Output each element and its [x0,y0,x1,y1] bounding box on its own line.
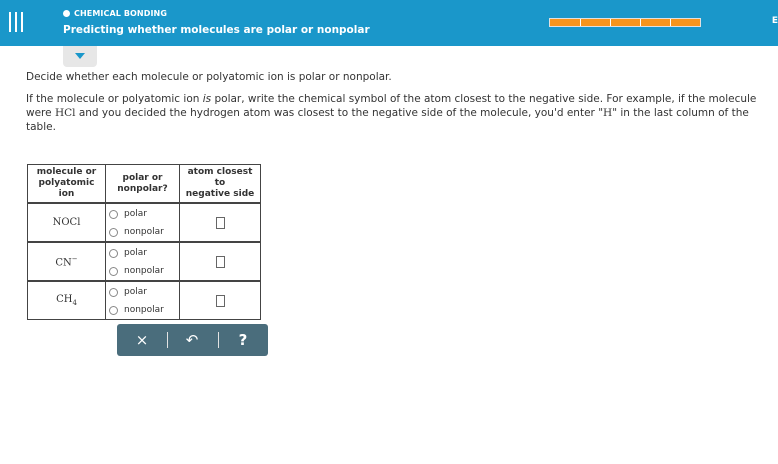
instruction-text: " in the last column of the table. [26,107,749,133]
instruction-line-1: Decide whether each molecule or polyatomic ion is polar or nonpolar. [26,71,392,83]
radio-option-polar[interactable] [109,205,179,223]
table-row [28,242,261,281]
page-title: Predicting whether molecules are polar or nonpolar [63,24,370,36]
option-label: nonpolar [124,266,164,276]
molecule-formula: CH [56,294,73,305]
atom-cell [180,203,261,242]
instruction-text: If the molecule or polyatomic ion [26,93,203,105]
count-subscript: 4 [72,299,77,307]
progress-segment-divider [580,19,581,26]
polarity-cell [106,242,180,281]
radio-option-polar[interactable] [109,283,179,301]
progress-fill [550,19,700,26]
molecule-cell [28,281,106,320]
radio-button[interactable] [109,306,118,315]
header-text: nonpolar? [117,183,168,194]
help-button[interactable] [218,324,268,356]
polarity-cell [106,281,180,320]
header-text: atom closest to [187,167,253,188]
top-header [0,0,778,46]
radio-button[interactable] [109,267,118,276]
menu-icon[interactable] [9,12,25,32]
molecule-formula: CN [55,257,72,269]
atom-input[interactable] [216,295,225,307]
molecule-formula: NOCl [52,217,81,228]
clear-button[interactable] [117,324,167,356]
undo-button[interactable] [167,324,217,356]
option-label: polar [124,209,147,219]
progress-segment-divider [610,19,611,26]
radio-button[interactable] [109,288,118,297]
option-label: polar [124,287,147,297]
instruction-symbol: H [603,107,613,119]
instruction-line-2 [26,92,766,134]
atom-input[interactable] [216,217,225,229]
header-text: molecule or [36,167,97,177]
atom-input[interactable] [216,256,225,268]
topic-text: CHEMICAL BONDING [74,9,167,18]
option-label: polar [124,248,147,258]
chevron-down-icon [75,53,85,59]
column-header-atom [180,165,261,204]
topic-label [63,9,167,18]
table-row [28,203,261,242]
molecule-cell [28,203,106,242]
table-header-row [28,165,261,204]
collapse-toggle[interactable] [63,46,97,67]
radio-option-nonpolar[interactable] [109,223,179,241]
radio-button[interactable] [109,210,118,219]
instruction-text: polar, write the chemical symbol of the atom closest to the negative side. For example, if the molecule were [26,93,757,119]
charge-superscript: − [71,254,78,263]
undo-icon: ↶ [185,331,199,349]
option-label: nonpolar [124,227,164,237]
help-icon: ? [238,331,248,349]
progress-segment-divider [670,19,671,26]
radio-button[interactable] [109,228,118,237]
corner-letter[interactable]: E [771,16,778,26]
close-icon: × [135,331,149,349]
header-text: polyatomic ion [38,178,95,199]
header-text: negative side [185,189,255,199]
atom-cell [180,281,261,320]
header-text: polar or [122,172,163,183]
polarity-cell [106,203,180,242]
table-row [28,281,261,320]
radio-option-polar[interactable] [109,244,179,262]
instructions [26,70,766,142]
column-header-molecule [28,165,106,204]
radio-button[interactable] [109,249,118,258]
instruction-formula: HCl [54,107,76,119]
instruction-emphasis: is [202,93,212,105]
progress-segment-divider [640,19,641,26]
action-bar [117,324,268,356]
molecule-cell [28,242,106,281]
progress-bar [549,18,701,27]
radio-option-nonpolar[interactable] [109,301,179,319]
atom-cell [180,242,261,281]
radio-option-nonpolar[interactable] [109,262,179,280]
instruction-text: and you decided the hydrogen atom was closest to the negative side of the molecule, you'd enter " [75,107,604,119]
column-header-polarity [106,165,180,204]
topic-dot-icon [63,10,70,17]
answer-table [27,164,261,320]
option-label: nonpolar [124,305,164,315]
